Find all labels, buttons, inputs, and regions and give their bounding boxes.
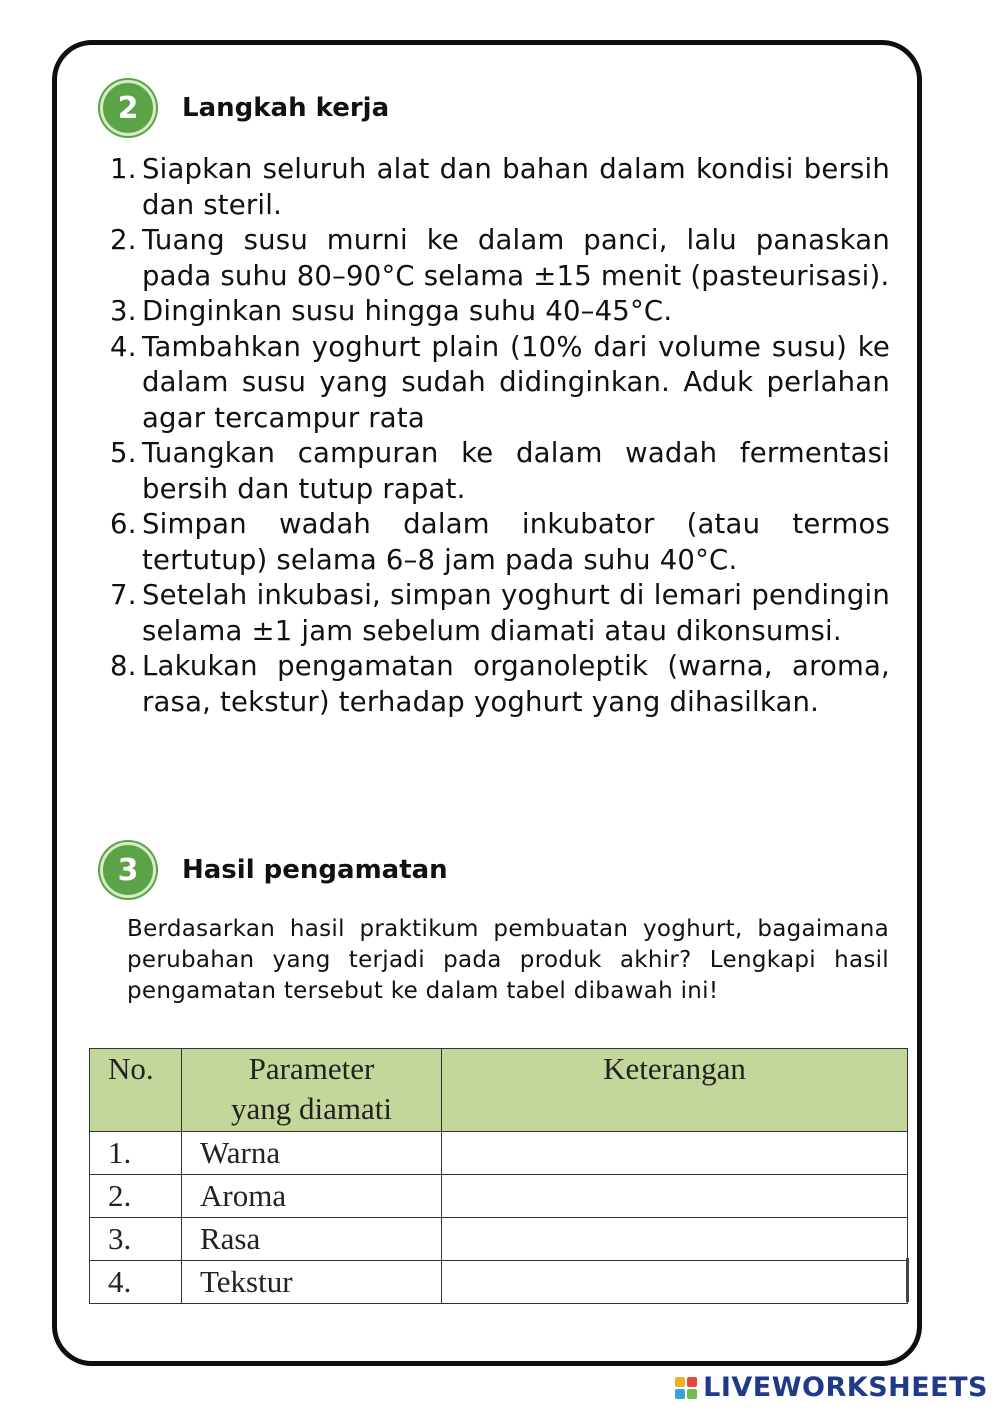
step-number: 2. xyxy=(110,224,137,256)
liveworksheets-wordmark: LIVEWORKSHEETS xyxy=(703,1372,988,1403)
header-parameter-line1: Parameter xyxy=(248,1051,375,1086)
keterangan-answer-field[interactable] xyxy=(442,1132,908,1175)
section-2-badge: 2 xyxy=(100,80,156,136)
step-number: 4. xyxy=(110,330,137,363)
step-number: 5. xyxy=(110,437,137,469)
procedure-steps-list xyxy=(110,152,890,720)
step-item xyxy=(110,578,890,649)
text-cursor-mark xyxy=(906,1258,909,1302)
keterangan-answer-field[interactable] xyxy=(442,1175,908,1218)
keterangan-answer-field[interactable] xyxy=(442,1261,908,1304)
header-parameter-line2: yang diamati xyxy=(231,1091,392,1126)
header-no: No. xyxy=(90,1049,182,1132)
header-parameter xyxy=(182,1049,442,1132)
step-number: 3. xyxy=(110,295,137,327)
step-item xyxy=(110,330,890,437)
table-header-row xyxy=(90,1049,908,1132)
step-item xyxy=(110,649,890,720)
section-3-heading xyxy=(100,842,448,898)
step-item xyxy=(110,507,890,578)
step-item xyxy=(110,223,890,294)
row-no: 3. xyxy=(90,1218,182,1261)
step-number: 1. xyxy=(110,153,137,185)
step-item xyxy=(110,152,890,223)
step-text: Setelah inkubasi, simpan yoghurt di lemari pendingin selama ±1 jam sebelum diamati atau dikonsumsi. xyxy=(142,579,890,647)
section-3-title: Hasil pengamatan xyxy=(182,855,448,885)
step-text: Simpan wadah dalam inkubator (atau termos tertutup) selama 6–8 jam pada suhu 40°C. xyxy=(142,508,890,576)
row-parameter: Tekstur xyxy=(182,1261,442,1304)
row-no: 2. xyxy=(90,1175,182,1218)
section-2-heading xyxy=(100,80,389,136)
row-no: 4. xyxy=(90,1261,182,1304)
step-text: Tambahkan yoghurt plain (10% dari volume susu) ke dalam susu yang sudah didinginkan. Aduk perlahan agar tercampur rata xyxy=(142,330,890,434)
table-row xyxy=(90,1132,908,1175)
table-row xyxy=(90,1261,908,1304)
observation-instructions: Berdasarkan hasil praktikum pembuatan yoghurt, bagaimana perubahan yang terjadi pada produk akhir? Lengkapi hasil pengamatan tersebut ke dalam tabel dibawah ini! xyxy=(127,916,889,1004)
step-text: Lakukan pengamatan organoleptik (warna, aroma, rasa, tekstur) terhadap yoghurt yang dihasilkan. xyxy=(142,650,890,718)
table-row xyxy=(90,1218,908,1261)
step-text: Siapkan seluruh alat dan bahan dalam kondisi bersih dan steril. xyxy=(142,153,890,221)
row-parameter: Rasa xyxy=(182,1218,442,1261)
liveworksheets-logo-icon xyxy=(675,1377,697,1399)
step-number: 7. xyxy=(110,579,137,611)
table-row xyxy=(90,1175,908,1218)
step-text: Tuang susu murni ke dalam panci, lalu panaskan pada suhu 80–90°C selama ±15 menit (pasteurisasi). xyxy=(142,224,890,292)
step-number: 8. xyxy=(110,650,137,682)
step-item xyxy=(110,294,890,330)
step-text: Dinginkan susu hingga suhu 40–45°C. xyxy=(142,295,673,327)
header-keterangan: Keterangan xyxy=(442,1049,908,1132)
step-text: Tuangkan campuran ke dalam wadah fermentasi bersih dan tutup rapat. xyxy=(142,437,890,505)
step-number: 6. xyxy=(110,508,137,540)
liveworksheets-logo[interactable] xyxy=(675,1372,988,1403)
row-parameter: Aroma xyxy=(182,1175,442,1218)
section-3-badge: 3 xyxy=(100,842,156,898)
row-no: 1. xyxy=(90,1132,182,1175)
keterangan-answer-field[interactable] xyxy=(442,1218,908,1261)
row-parameter: Warna xyxy=(182,1132,442,1175)
observation-table xyxy=(89,1048,908,1304)
section-2-title: Langkah kerja xyxy=(182,93,390,123)
step-item xyxy=(110,436,890,507)
